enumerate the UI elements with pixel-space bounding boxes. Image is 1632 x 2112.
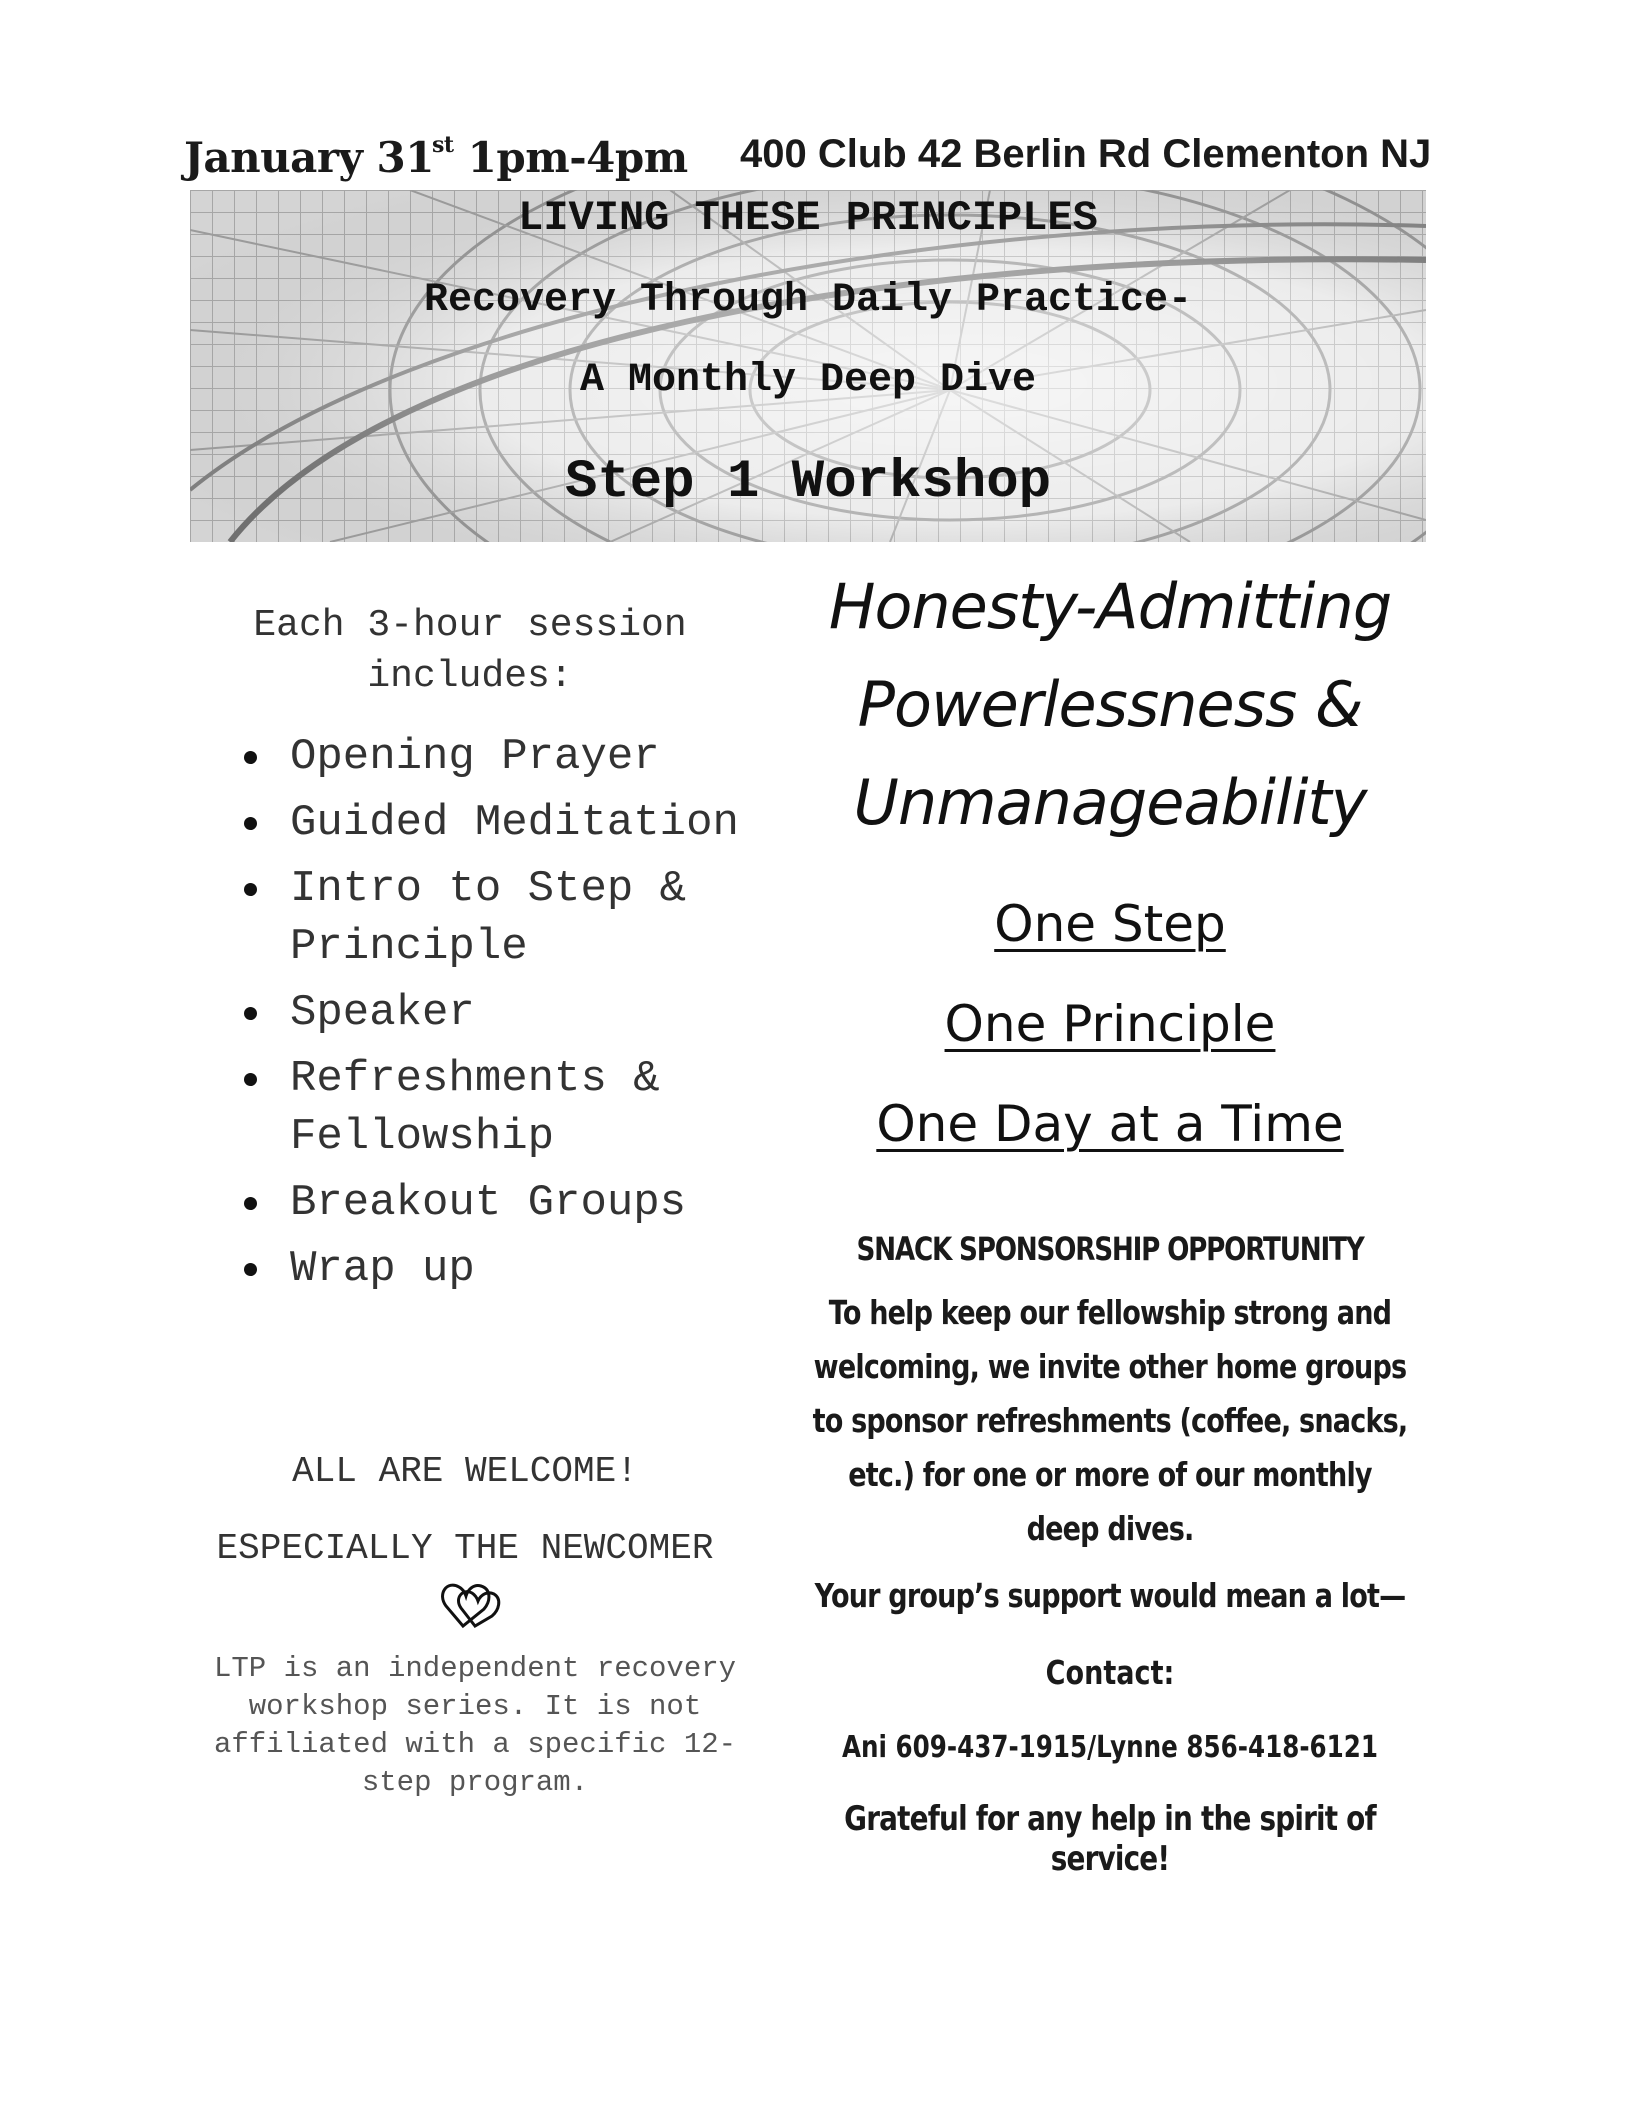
list-item: Refreshments & Fellowship xyxy=(190,1050,750,1166)
bullet-icon xyxy=(244,1073,257,1086)
welcome-line: ALL ARE WELCOME! xyxy=(292,1451,638,1492)
bullet-icon xyxy=(244,1197,257,1210)
banner-series-title: LIVING THESE PRINCIPLES xyxy=(518,194,1098,242)
snack-heading: SNACK SPONSORSHIP OPPORTUNITY xyxy=(856,1230,1364,1268)
list-item: Wrap up xyxy=(190,1240,750,1298)
newcomer-line: ESPECIALLY THE NEWCOMER xyxy=(190,1518,740,1652)
list-item: Opening Prayer xyxy=(190,728,750,786)
principle-section xyxy=(745,558,1475,1879)
disclaimer: LTP is an independent recovery workshop series. It is not affiliated with a specific 12-step program. xyxy=(213,1652,737,1799)
banner xyxy=(190,190,1426,542)
one-step: One Step xyxy=(994,895,1226,953)
bullet-icon xyxy=(244,751,257,764)
contact-label: Contact: xyxy=(1045,1653,1175,1692)
session-intro: Each 3-hour session includes: xyxy=(253,604,687,698)
date-suffix: st xyxy=(431,132,454,158)
date-prefix: January 31 xyxy=(184,133,434,182)
contact-phones: Ani 609-437-1915/Lynne 856-418-6121 xyxy=(841,1730,1379,1765)
session-list xyxy=(190,728,750,1298)
bullet-icon xyxy=(244,1263,257,1276)
list-item: Speaker xyxy=(190,984,750,1042)
one-day: One Day at a Time xyxy=(876,1095,1344,1153)
session-info xyxy=(190,600,750,1306)
event-time: 1pm-4pm xyxy=(453,133,688,182)
event-date xyxy=(184,132,688,182)
list-item: Breakout Groups xyxy=(190,1174,750,1232)
bullet-icon xyxy=(244,817,257,830)
snack-body: To help keep our fellowship strong and welcoming, we invite other home groups to sponsor refreshments (coffee, snacks, etc.) for one or more of our monthly deep dives. xyxy=(812,1293,1408,1548)
bullet-icon xyxy=(244,1007,257,1020)
banner-tagline: A Monthly Deep Dive xyxy=(579,358,1037,403)
banner-subtitle: Recovery Through Daily Practice- xyxy=(423,278,1193,323)
principle-title: Honesty-Admitting Powerlessness & Unmanageability xyxy=(828,570,1392,839)
snack-support: Your group’s support would mean a lot— xyxy=(814,1576,1406,1615)
list-item: Guided Meditation xyxy=(190,794,750,852)
grateful-line: Grateful for any help in the spirit of service! xyxy=(844,1799,1376,1879)
one-principle: One Principle xyxy=(944,995,1276,1053)
bullet-icon xyxy=(244,883,257,896)
event-address: 400 Club 42 Berlin Rd Clementon NJ xyxy=(740,132,1432,176)
list-item: Intro to Step & Principle xyxy=(190,860,750,976)
banner-workshop-title: Step 1 Workshop xyxy=(564,452,1052,513)
welcome-block xyxy=(190,1448,740,1652)
heart-icon xyxy=(441,1580,503,1652)
